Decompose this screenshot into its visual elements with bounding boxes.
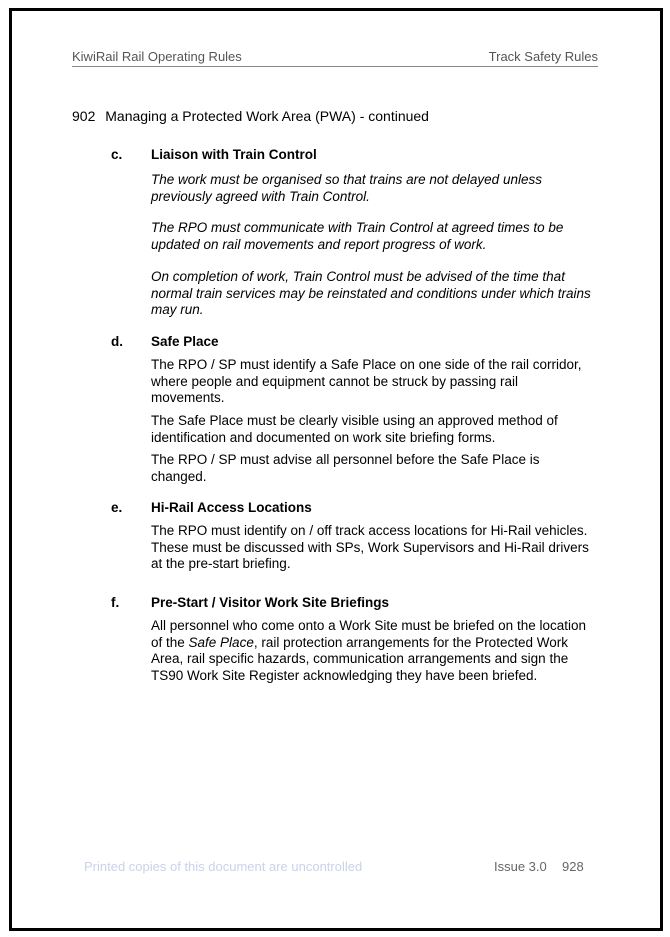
item-title: Safe Place [151, 334, 219, 349]
item-letter: d. [111, 334, 123, 349]
item-letter: e. [111, 500, 123, 515]
section-title: Managing a Protected Work Area (PWA) - continued [105, 108, 429, 124]
paragraph-text: , rail protection arrangements for the Protected Work Area, rail specific hazards, communication arrangements and sign the TS90 Work Site Register acknowledging they have been briefed. [151, 634, 569, 683]
footer-page-number: 928 [562, 859, 584, 874]
item-title: Pre-Start / Visitor Work Site Briefings [151, 595, 390, 610]
item-paragraph: The RPO / SP must advise all personnel before the Safe Place is changed. [151, 452, 540, 484]
item-paragraph [151, 618, 591, 684]
item-letter: c. [111, 147, 123, 162]
section-number: 902 [72, 108, 96, 124]
section-heading [72, 108, 429, 124]
emphasis-safe-place: Safe Place [188, 634, 254, 650]
header-section-title: Track Safety Rules [488, 49, 598, 64]
header-divider [72, 66, 598, 67]
item-title: Hi-Rail Access Locations [151, 500, 312, 515]
item-paragraph: The Safe Place must be clearly visible using an approved method of identification and documented on work site briefing forms. [151, 413, 558, 445]
item-paragraph: The work must be organised so that trains are not delayed unless previously agreed with Train Control. [151, 172, 542, 204]
item-paragraph: The RPO / SP must identify a Safe Place on one side of the rail corridor, where people and equipment cannot be struck by passing rail movements. [151, 357, 582, 405]
paragraph-text: All personnel who come onto a Work Site must be briefed on the location of the [151, 618, 586, 650]
footer-uncontrolled-note: Printed copies of this document are uncontrolled [84, 859, 363, 874]
item-paragraph: The RPO must communicate with Train Control at agreed times to be updated on rail movements and report progress of work. [151, 220, 564, 252]
item-paragraph: On completion of work, Train Control must be advised of the time that normal train services may be reinstated and conditions under which trains may run. [151, 269, 591, 317]
header-manual-title: KiwiRail Rail Operating Rules [72, 49, 242, 64]
item-paragraph: The RPO must identify on / off track access locations for Hi-Rail vehicles. These must be discussed with SPs, Work Supervisors and Hi-Rail drivers at the pre-start briefing. [151, 523, 589, 571]
footer-issue: Issue 3.0 [494, 859, 547, 874]
item-title: Liaison with Train Control [151, 147, 317, 162]
item-letter: f. [111, 595, 120, 610]
